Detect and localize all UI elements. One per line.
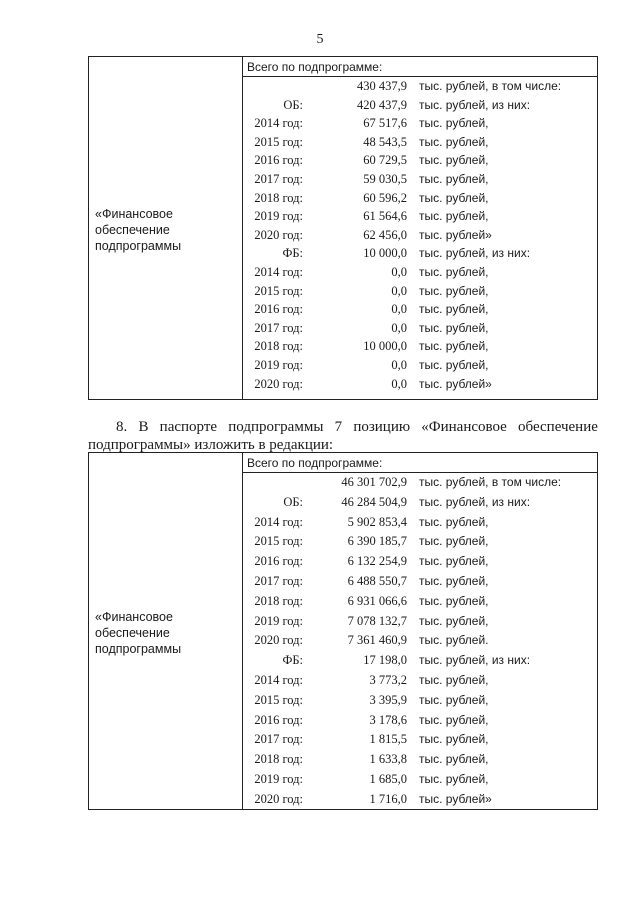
row-value: 10 000,0 [363, 246, 407, 261]
table-row [243, 263, 597, 282]
row-unit: тыс. рублей, [419, 692, 489, 707]
table-row [243, 750, 597, 770]
row-label: 2016 год: [254, 302, 303, 317]
row-label: 2017 год: [254, 732, 303, 747]
financing-table-2 [88, 452, 598, 810]
row-unit: тыс. рублей, [419, 339, 489, 354]
row-label: ОБ: [283, 494, 303, 509]
row-value: 0,0 [391, 320, 407, 335]
table-label-line: обеспечение [95, 626, 170, 640]
table-row [243, 77, 597, 96]
row-unit: тыс. рублей, [419, 712, 489, 727]
table-row [243, 189, 597, 208]
row-label: 2015 год: [254, 283, 303, 298]
row-unit: тыс. рублей, [419, 514, 489, 529]
row-unit: тыс. рублей, [419, 302, 489, 317]
row-label: 2014 год: [254, 264, 303, 279]
row-value: 0,0 [391, 283, 407, 298]
row-unit: тыс. рублей, из них: [419, 97, 531, 112]
row-value: 46 301 702,9 [341, 475, 407, 489]
table-row [243, 337, 597, 356]
row-unit: тыс. рублей, [419, 573, 489, 588]
row-unit: тыс. рублей, [419, 554, 489, 569]
row-label: 2015 год: [254, 534, 303, 549]
row-label: 2020 год: [254, 791, 303, 806]
row-unit: тыс. рублей» [419, 791, 492, 806]
row-value: 62 456,0 [363, 227, 407, 242]
table-row [243, 96, 597, 115]
row-value: 3 178,6 [369, 712, 407, 727]
table-label [95, 609, 181, 657]
row-unit: тыс. рублей, [419, 209, 489, 224]
paragraph-word: «Финансовое [421, 419, 507, 435]
row-unit: тыс. рублей» [419, 376, 492, 391]
row-unit: тыс. рублей, [419, 320, 489, 335]
row-label: 2020 год: [254, 376, 303, 391]
row-label: ФБ: [282, 653, 303, 668]
row-label: 2019 год: [254, 357, 303, 372]
row-label: 2016 год: [254, 554, 303, 569]
row-value: 0,0 [391, 376, 407, 391]
row-value: 60 596,2 [363, 190, 407, 205]
table-row [243, 532, 597, 552]
table-row [243, 671, 597, 691]
table-row [243, 244, 597, 263]
row-value: 1 633,8 [369, 752, 407, 767]
row-value: 61 564,6 [363, 209, 407, 224]
table-values-cell [243, 57, 597, 399]
table-label-line: подпрограммы [95, 642, 182, 656]
table-row [243, 473, 597, 493]
table-header: Всего по подпрограмме: [243, 453, 597, 473]
row-unit: тыс. рублей, [419, 171, 489, 186]
row-value: 0,0 [391, 302, 407, 317]
row-label: 2016 год: [254, 712, 303, 727]
row-label: 2015 год: [254, 134, 303, 149]
row-value: 67 517,6 [363, 116, 407, 131]
row-unit: тыс. рублей, [419, 672, 489, 687]
row-value: 1 815,5 [369, 732, 407, 747]
row-value: 6 390 185,7 [347, 534, 407, 549]
table-rows [243, 473, 597, 810]
row-value: 6 931 066,6 [347, 593, 407, 608]
row-label: 2016 год: [254, 153, 303, 168]
row-value: 60 729,5 [363, 153, 407, 168]
table-row [243, 282, 597, 301]
table-label-cell [89, 453, 243, 809]
table-header: Всего по подпрограмме: [243, 57, 597, 77]
row-value: 0,0 [391, 264, 407, 279]
row-unit: тыс. рублей, в том числе: [419, 475, 562, 489]
table-label [95, 206, 181, 254]
table-row [243, 612, 597, 632]
paragraph-line-1 [88, 418, 598, 436]
table-row [243, 730, 597, 750]
row-value: 7 078 132,7 [347, 613, 407, 628]
table-row [243, 691, 597, 711]
row-label: 2019 год: [254, 209, 303, 224]
row-label: 2014 год: [254, 672, 303, 687]
row-value: 17 198,0 [363, 653, 407, 668]
row-label: 2014 год: [254, 116, 303, 131]
row-unit: тыс. рублей, [419, 134, 489, 149]
row-unit: тыс. рублей, из них: [419, 653, 531, 668]
row-unit: тыс. рублей, [419, 357, 489, 372]
table-row [243, 651, 597, 671]
row-unit: тыс. рублей» [419, 227, 492, 242]
row-label: ФБ: [282, 246, 303, 261]
row-label: 2018 год: [254, 752, 303, 767]
row-value: 420 437,9 [357, 97, 407, 112]
row-unit: тыс. рублей, [419, 534, 489, 549]
row-unit: тыс. рублей, [419, 732, 489, 747]
table-row [243, 226, 597, 245]
row-unit: тыс. рублей, [419, 153, 489, 168]
table-row [243, 356, 597, 375]
row-label: 2018 год: [254, 339, 303, 354]
row-unit: тыс. рублей, из них: [419, 246, 531, 261]
row-value: 3 773,2 [369, 672, 407, 687]
row-unit: тыс. рублей, [419, 752, 489, 767]
table-row [243, 207, 597, 226]
row-value: 3 395,9 [369, 692, 407, 707]
table-label-line: «Финансовое [95, 207, 173, 221]
row-value: 10 000,0 [363, 339, 407, 354]
table-label-line: обеспечение [95, 223, 170, 237]
paragraph-word: паспорте [159, 419, 218, 435]
table-row [243, 300, 597, 319]
row-label: 2017 год: [254, 320, 303, 335]
row-label: ОБ: [283, 97, 303, 112]
table-row [243, 170, 597, 189]
row-value: 46 284 504,9 [341, 494, 407, 509]
row-unit: тыс. рублей, [419, 593, 489, 608]
table-row [243, 631, 597, 651]
table-row [243, 114, 597, 133]
row-value: 6 488 550,7 [347, 573, 407, 588]
row-value: 0,0 [391, 357, 407, 372]
paragraph-line-2: подпрограммы» изложить в редакции: [88, 437, 334, 453]
financing-table-1 [88, 56, 598, 400]
table-row [243, 319, 597, 338]
row-unit: тыс. рублей. [419, 633, 489, 648]
row-label: 2019 год: [254, 613, 303, 628]
table-label-line: «Финансовое [95, 610, 173, 624]
paragraph-word: 7 [334, 419, 343, 435]
row-label: 2014 год: [254, 514, 303, 529]
table-row [243, 592, 597, 612]
paragraph-word: позицию [353, 419, 411, 435]
table-row [243, 375, 597, 394]
row-label: 2019 год: [254, 771, 303, 786]
table-row [243, 572, 597, 592]
paragraph-word: В [138, 419, 149, 435]
table-row [243, 552, 597, 572]
table-row [243, 513, 597, 533]
row-unit: тыс. рублей, из них: [419, 494, 531, 509]
row-value: 48 543,5 [363, 134, 407, 149]
row-value: 6 132 254,9 [347, 554, 407, 569]
row-unit: тыс. рублей, [419, 283, 489, 298]
table-label-line: подпрограммы [95, 239, 182, 253]
row-unit: тыс. рублей, [419, 116, 489, 131]
table-row [243, 790, 597, 810]
table-row [243, 151, 597, 170]
table-values-cell [243, 453, 597, 809]
table-row [243, 711, 597, 731]
row-label: 2020 год: [254, 633, 303, 648]
row-value: 5 902 853,4 [347, 514, 407, 529]
row-unit: тыс. рублей, [419, 190, 489, 205]
table-row [243, 493, 597, 513]
paragraph-word: обеспечение [518, 419, 598, 435]
row-value: 430 437,9 [357, 79, 407, 93]
row-value: 1 716,0 [369, 791, 407, 806]
instruction-paragraph [88, 418, 598, 454]
table-row [243, 133, 597, 152]
table-row [243, 770, 597, 790]
row-unit: тыс. рублей, [419, 771, 489, 786]
paragraph-word: 8. [116, 419, 128, 435]
page-number: 5 [316, 32, 324, 47]
row-label: 2018 год: [254, 593, 303, 608]
row-label: 2017 год: [254, 171, 303, 186]
table-rows [243, 77, 597, 393]
row-label: 2017 год: [254, 573, 303, 588]
table-label-cell [89, 57, 243, 399]
row-unit: тыс. рублей, в том числе: [419, 79, 562, 93]
row-unit: тыс. рублей, [419, 264, 489, 279]
row-label: 2018 год: [254, 190, 303, 205]
row-value: 7 361 460,9 [347, 633, 407, 648]
row-label: 2015 год: [254, 692, 303, 707]
paragraph-word: подпрограммы [228, 419, 324, 435]
row-value: 59 030,5 [363, 171, 407, 186]
row-unit: тыс. рублей, [419, 613, 489, 628]
row-label: 2020 год: [254, 227, 303, 242]
row-value: 1 685,0 [369, 771, 407, 786]
